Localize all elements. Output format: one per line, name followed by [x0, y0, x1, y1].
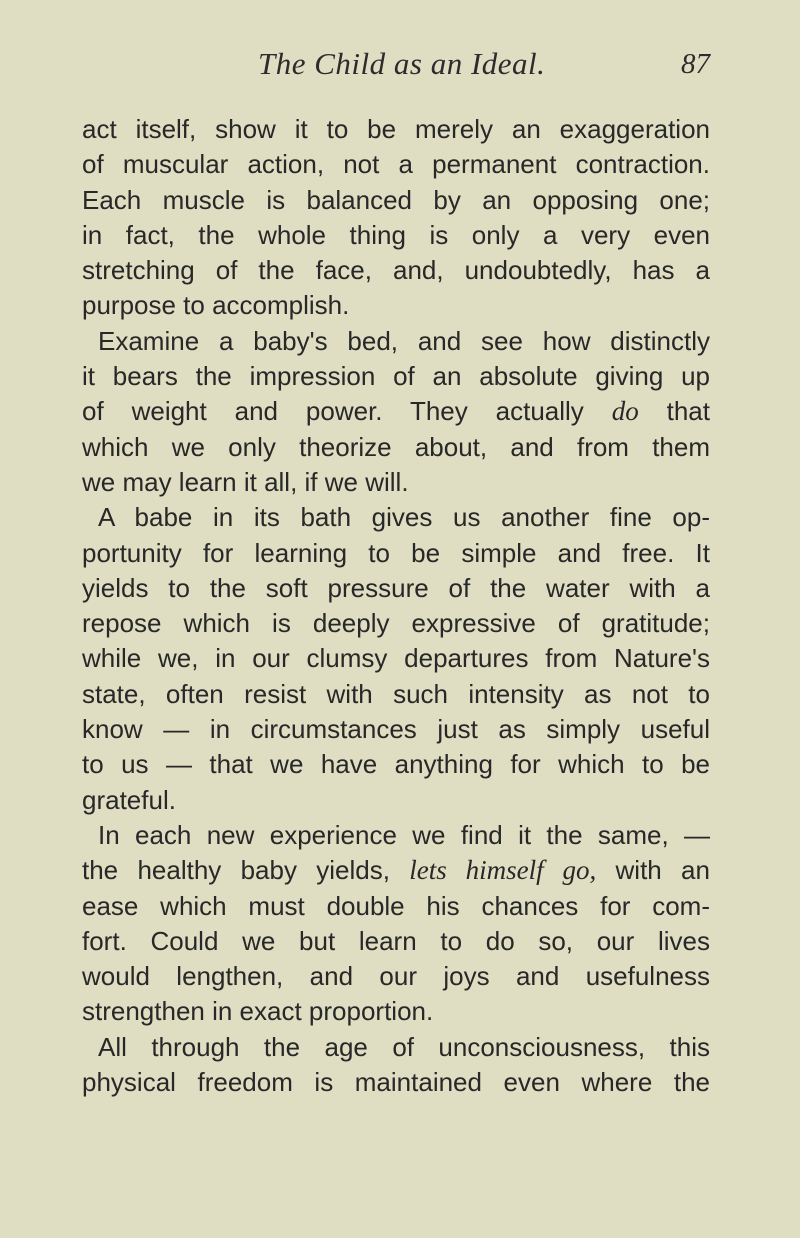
running-head	[82, 46, 710, 90]
page-number: 87	[681, 48, 710, 80]
body-text	[82, 112, 710, 1100]
italic-text: do	[611, 396, 639, 427]
text-line: stretching of the face, and, undoubtedly, has a	[82, 255, 710, 286]
text-line: to us — that we have anything for which to be	[82, 749, 710, 780]
text-line: grateful.	[82, 784, 176, 815]
text-line: which we only theorize about, and from them	[82, 431, 710, 462]
italic-text: lets himself go,	[409, 855, 597, 886]
text-line: Examine a baby's bed, and see how distinctly	[98, 325, 710, 356]
text-segment: with an	[615, 855, 710, 886]
text-line: act itself, show it to be merely an exaggeration	[82, 114, 710, 144]
text-line: All through the age of unconsciousness, this	[98, 1031, 710, 1062]
text-line: we may learn it all, if we will.	[82, 466, 409, 497]
text-line: portunity for learning to be simple and free. It	[82, 537, 710, 568]
text-line: A babe in its bath gives us another fine op-	[98, 502, 710, 533]
text-line: know — in circumstances just as simply useful	[82, 714, 710, 745]
text-line: state, often resist with such intensity as not to	[82, 678, 710, 709]
text-line: yields to the soft pressure of the water with a	[82, 572, 710, 603]
text-line: In each new experience we find it the same, —	[98, 819, 710, 850]
text-line: physical freedom is maintained even where the	[82, 1067, 710, 1098]
text-segment: of weight and power. They actually	[82, 396, 584, 427]
running-title: The Child as an Ideal.	[258, 46, 546, 81]
text-line: it bears the impression of an absolute giving up	[82, 361, 710, 392]
text-line	[82, 853, 710, 888]
text-segment: the healthy baby yields,	[82, 855, 390, 886]
text-line: fort. Could we but learn to do so, our lives	[82, 925, 710, 956]
text-segment: that	[666, 396, 710, 427]
text-line: strengthen in exact proportion.	[82, 996, 434, 1027]
text-line	[82, 394, 710, 429]
text-line: while we, in our clumsy departures from Nature's	[82, 643, 710, 674]
text-line: repose which is deeply expressive of gratitude;	[82, 608, 710, 639]
text-line: would lengthen, and our joys and usefulness	[82, 961, 710, 992]
text-line: Each muscle is balanced by an opposing one;	[82, 184, 710, 215]
text-line: ease which must double his chances for com-	[82, 890, 710, 921]
text-line: in fact, the whole thing is only a very even	[82, 219, 710, 250]
text-line: purpose to accomplish.	[82, 290, 350, 321]
text-line: of muscular action, not a permanent contraction.	[82, 149, 710, 180]
